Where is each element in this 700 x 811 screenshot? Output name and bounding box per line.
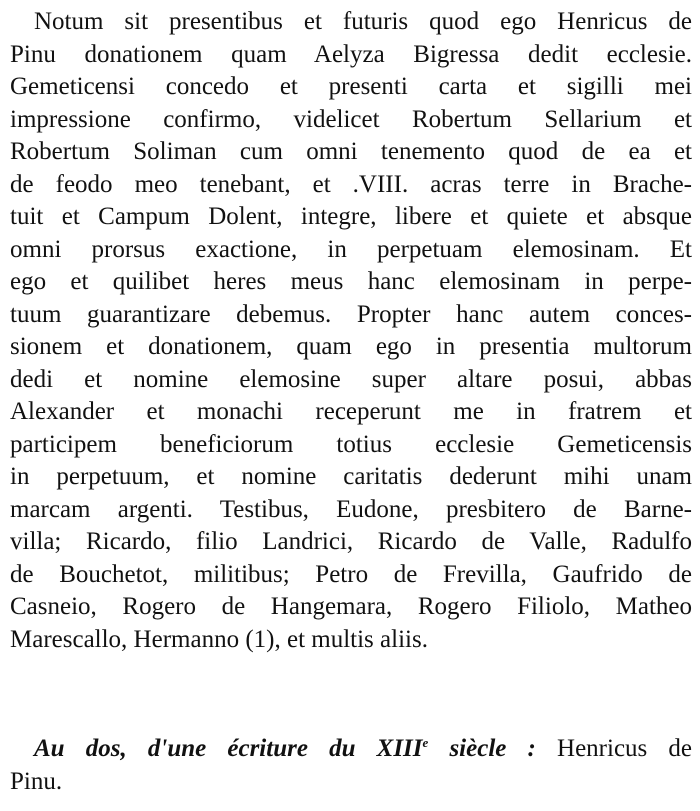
text-line: Pinu donationem quam Aelyza Bigressa dedit ecclesie. [10,40,692,68]
text-line: ego et quilibet heres meus hanc elemosinam in perpe- [10,268,692,295]
text-line: de Bouchetot, militibus; Petro de Frevilla, Gaufrido de [10,560,692,588]
dorsal-note-text: Henricus de [535,735,693,762]
text-line: tuit et Campum Dolent, integre, libere et quiete et absque [10,203,692,230]
text-line-last: Marescallo, Hermanno (1), et multis aliis. [10,625,428,653]
text-line: in perpetuum, et nomine caritatis dederunt mihi unam [10,463,692,490]
text-line: villa; Ricardo, filio Landrici, Ricardo de Valle, Radulfo [10,528,692,555]
text-line: dedi et nomine elemosine super altare posui, abbas [10,365,692,393]
text-line: Casneio, Rogero de Hangemara, Rogero Filiolo, Matheo [10,593,692,620]
charter-paragraph [10,6,692,656]
text-line: marcam argenti. Testibus, Eudone, presbitero de Barne- [10,495,692,523]
dorsal-note-line [10,733,692,766]
text-line: omni prorsus exactione, in perpetuam elemosinam. Et [10,235,692,263]
text-line: sionem et donationem, quam ego in presentia multorum [10,333,692,360]
century-superscript: e [422,735,429,750]
dorsal-note-last-line: Pinu. [10,767,63,795]
dorsal-note-paragraph [10,733,692,798]
dorsal-note-label-suffix: siècle : [428,735,536,762]
text-line: de feodo meo tenebant, et .VIII. acras terre in Brache- [10,170,692,198]
dorsal-note-label [34,735,536,762]
text-line: Gemeticensi concedo et presenti carta et sigilli mei [10,73,692,100]
text-line: Robertum Soliman cum omni tenemento quod de ea et [10,138,692,165]
text-line: participem beneficiorum totius ecclesie Gemeticensis [10,430,692,458]
text-line: tuum guarantizare debemus. Propter hanc autem conces- [10,300,692,328]
dorsal-note-label-text: Au dos, d'une écriture du XIII [34,735,423,762]
text-line: impressione confirmo, videlicet Robertum Sellarium et [10,105,692,133]
text-line: Notum sit presentibus et futuris quod ego Henricus de [34,8,692,35]
text-line: Alexander et monachi receperunt me in fratrem et [10,398,692,425]
